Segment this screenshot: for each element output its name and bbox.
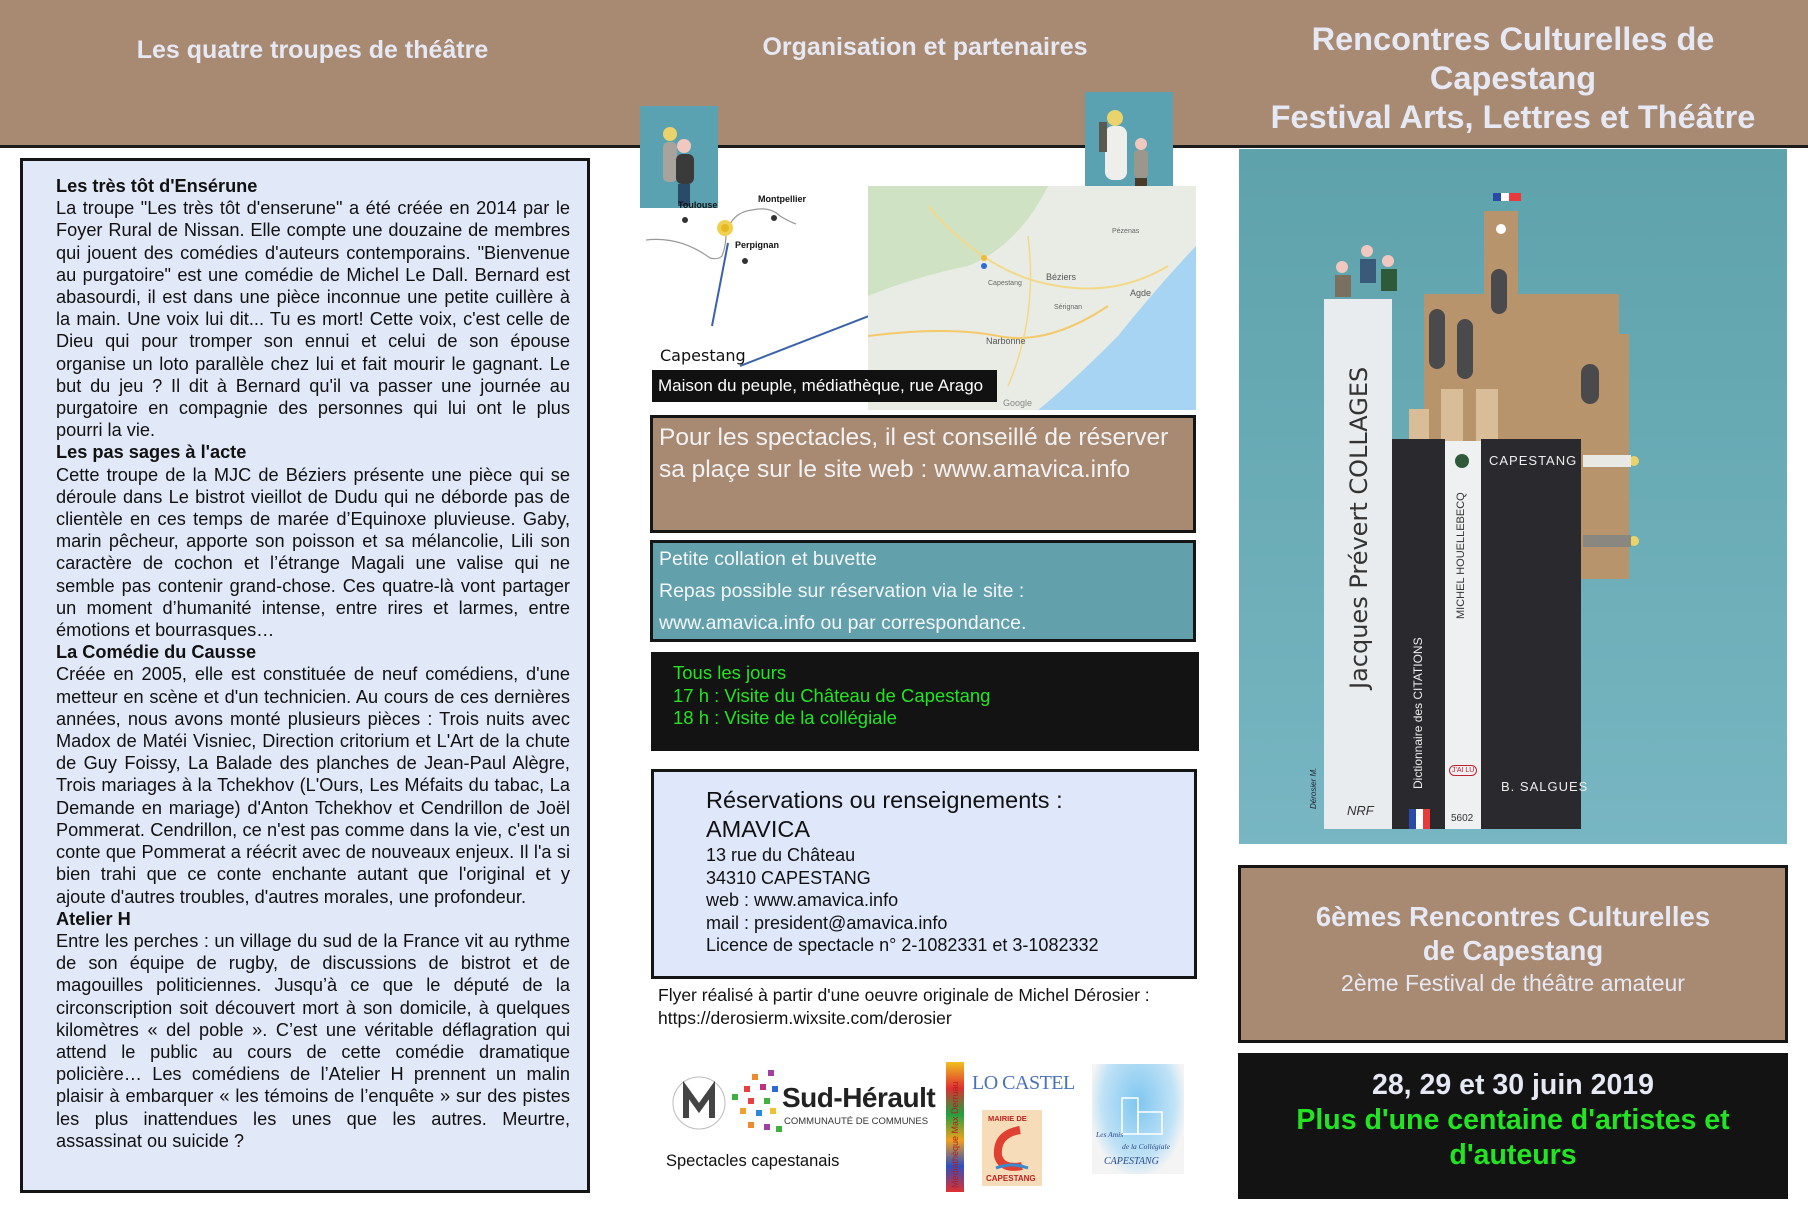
mairie-bottom-text: CAPESTANG	[986, 1174, 1036, 1183]
book-prevert-title: Jacques Prévert COLLAGES	[1345, 366, 1373, 689]
sud-herault-name: Sud-Hérault	[782, 1082, 936, 1113]
credit-url-link[interactable]: https://derosierm.wixsite.com/derosier	[658, 1007, 952, 1028]
amis-line3: CAPESTANG	[1104, 1156, 1159, 1167]
book-prevert-publisher: NRF	[1347, 803, 1374, 818]
map-place-agde: Agde	[1130, 288, 1152, 298]
mediatheque-name: Médiathèque Max Derruau	[950, 1081, 960, 1188]
mediatheque-logo	[946, 1062, 964, 1192]
contact-email-link[interactable]: mail : president@amavica.info	[706, 912, 948, 933]
troupe-description: La troupe "Les très tôt d'enserune" a été créée en 2014 par le Foyer Rural de Nissan. Elle compte une douzaine de membres qui jouent des comédies d'auteurs contemporains. "Bienvenue au purgatoire" est une comédie de Michel Le Dall. Bernard est abasourdi, il est dans une pièce inconnue une petite cuillère à la main. Une voix lui dit... Tu es mort! Cette voix, c'est celle de Dieu qui pour tromper son ennui et celui de son épouse organise un loto parallèle chez lui et fait mourir le gagnant. Le but du jeu ? Il dit à Bernard qu'il va passer une journée au purgatoire en compagnie des personnes qui lui ont le plus pourri la vie.	[56, 198, 570, 441]
main-title-line: Rencontres Culturelles de	[1311, 21, 1715, 57]
map-place-narbonne: Narbonne	[986, 336, 1026, 346]
partner-logos	[660, 1060, 1200, 1195]
coastline-schematic	[640, 188, 870, 368]
map-place-capestang: Capestang	[988, 280, 1022, 287]
painting-signature: Dérosier M.	[1309, 767, 1318, 809]
troupe-name: Les très tôt d'Ensérune	[56, 176, 258, 196]
painting-artwork	[1239, 149, 1787, 844]
city-label-toulouse: Toulouse	[678, 200, 718, 210]
book-capestang-title: CAPESTANG	[1489, 453, 1578, 468]
mille-poetes-emblem-icon	[672, 1074, 726, 1132]
troupe-name: Les pas sages à l'acte	[56, 442, 247, 463]
city-label-perpignan: Perpignan	[735, 240, 780, 250]
col1-title: Les quatre troupes de théâtre	[136, 36, 489, 64]
troupe-name: Atelier H	[56, 908, 131, 929]
event-title-box	[1238, 865, 1788, 1043]
map-place-pezenas: Pézenas	[1112, 228, 1140, 235]
map-place-serignan: Sérignan	[1054, 304, 1083, 311]
lo-castel-logo: LO CASTEL	[972, 1072, 1075, 1094]
figures-thumbnail-right	[1085, 92, 1173, 200]
troupe-description: Entre les perches : un village du sud de la France vit au rythme de son équipe de rugby, de discussions de bistrot et de magouilles politiciennes. Jusqu’à ce que le député de la circonscription soit découvert mort à son domicile, à quelques kilomètres « del poble ». C’est une véritable déflagration qui attend le public au cours de cette comédie dramatique policière… Les comédiens de l’Atelier H prennent un malin plaisir à embarquer « les témoins de l’enquête » sur des pistes les plus inattendues les unes que les autres. Meurtre, assassinat ou suicide ?	[56, 930, 570, 1151]
venue-caption: Maison du peuple, médiathèque, rue Arago	[652, 370, 997, 402]
main-title-line: Capestang	[1429, 60, 1597, 96]
visits-line: Tous les jours	[673, 662, 787, 683]
event-dates: 28, 29 et 30 juin 2019	[1371, 1069, 1654, 1101]
map-place-beziers: Béziers	[1046, 272, 1077, 282]
credit-text: Flyer réalisé à partir d'une oeuvre originale de Michel Dérosier :	[658, 985, 1150, 1005]
family-figures-icon	[1085, 92, 1173, 200]
event-tagline-line: d'auteurs	[1449, 1139, 1577, 1171]
flyer-credit	[658, 984, 1176, 1029]
book-houellebecq-title: MICHEL HOUELLEBECQ	[1455, 492, 1467, 619]
food-line: www.amavica.info ou par correspondance.	[659, 612, 1027, 634]
book-houellebecq-number: 5602	[1451, 813, 1474, 824]
daily-visits-box	[651, 652, 1199, 751]
troupe-description: Créée en 2005, elle est constituée de neuf comédiens, d'une metteur en scène et d'un technicien. Au cours de ces dernières années, nous avons monté plusieurs pièces : Trois nuits avec Madox de Matéi Visniec, Direction critorium et L'Art de la chute de Guy Foissy, La Balade des planches de Jean-Paul Alègre, Trois mariages à la Tchekhov (L'Ours, Les Méfaits du tabac, La Demande en mariage) d'Anton Tchekhov et Cendrillon de Joël Pommerat. Cendrillon, ce n'est pas comme dans la vie, c'est un conte que Pommerat a réécrit avec de nouveaux enjeux. Il l'a si bien trahi que ce conte enchante autant que l'original et y ajoute d'autres troubles, d'autres morales, une profondeur.	[56, 664, 570, 907]
visits-line: 17 h : Visite du Château de Capestang	[673, 684, 991, 706]
booking-advice-box	[650, 415, 1196, 533]
food-line: Petite collation et buvette	[659, 548, 877, 570]
event-title-line: 6èmes Rencontres Culturelles	[1315, 901, 1711, 932]
main-title	[1238, 20, 1788, 137]
cover-painting	[1239, 149, 1787, 844]
amis-line2: de la Collégiale	[1122, 1142, 1170, 1151]
book-houellebecq-publisher: J'AI LU	[1449, 765, 1477, 776]
city-label-montpellier: Montpellier	[758, 194, 807, 204]
contact-web-link[interactable]: web : www.amavica.info	[706, 890, 899, 910]
troupes-panel	[20, 158, 590, 1193]
amis-collegiale-logo	[1092, 1064, 1184, 1174]
visits-line: 18 h : Visite de la collégiale	[673, 707, 897, 728]
troupe-name: La Comédie du Causse	[56, 642, 257, 663]
troupe-description: Cette troupe de la MJC de Béziers présente une pièce qui se déroule dans Le bistrot vieillot de Dudu qui ne déborde pas de clientèle en ces temps de marée d’Equinoxe pluvieuse. Gaby, marin pêcheur, apporte son poisson et sa mélancolie, Lili son caractère de cochon et l’étrange Magali une valise qui ne semble pas contenir grand-chose. Ces quatre-là vont partager un moment d’humanité intense, entre rires et larmes, entre émotions et bourrasques…	[56, 464, 570, 641]
main-title-line: Festival Arts, Lettres et Théâtre	[1270, 99, 1756, 135]
contact-heading: Réservations ou renseignements :	[706, 787, 1063, 813]
map-attribution: Google	[1003, 398, 1033, 408]
contact-box	[651, 769, 1197, 979]
food-line: Repas possible sur réservation via le site :	[659, 580, 1025, 602]
book-capestang-author: B. SALGUES	[1501, 779, 1589, 794]
contact-city: 34310 CAPESTANG	[706, 867, 871, 888]
contact-org: AMAVICA	[706, 816, 811, 842]
col2-title: Organisation et partenaires	[762, 33, 1088, 61]
food-info-box	[650, 540, 1196, 642]
amis-line1: Les Amis	[1096, 1130, 1124, 1139]
sud-herault-logo	[730, 1068, 940, 1138]
sud-herault-subtitle: COMMUNAUTÉ DE COMMUNES	[784, 1116, 929, 1127]
book-citations-title: Dictionnaire des CITATIONS	[1411, 637, 1425, 789]
regional-schematic-map	[640, 188, 870, 368]
event-dates-box	[1238, 1053, 1788, 1199]
event-title-line: de Capestang	[1422, 935, 1604, 966]
event-subtitle: 2ème Festival de théâtre amateur	[1341, 970, 1685, 996]
mairie-capestang-logo	[982, 1110, 1042, 1186]
spectacles-capestanais-label: Spectacles capestanais	[666, 1152, 840, 1170]
contact-licence: Licence de spectacle n° 2-1082331 et 3-1082332	[706, 935, 1099, 955]
booking-advice-text: Pour les spectacles, il est conseillé de réserver sa plaçe sur le site web : www.amavica.info	[659, 424, 1169, 483]
sud-herault-squares-icon	[730, 1068, 790, 1138]
mille-poetes-logo	[672, 1074, 726, 1132]
contact-address: 13 rue du Château	[706, 845, 856, 865]
capestang-pointer-label: Capestang	[660, 346, 746, 365]
event-tagline-line: Plus d'une centaine d'artistes et	[1296, 1104, 1730, 1136]
mairie-top-text: MAIRIE DE	[988, 1114, 1027, 1123]
